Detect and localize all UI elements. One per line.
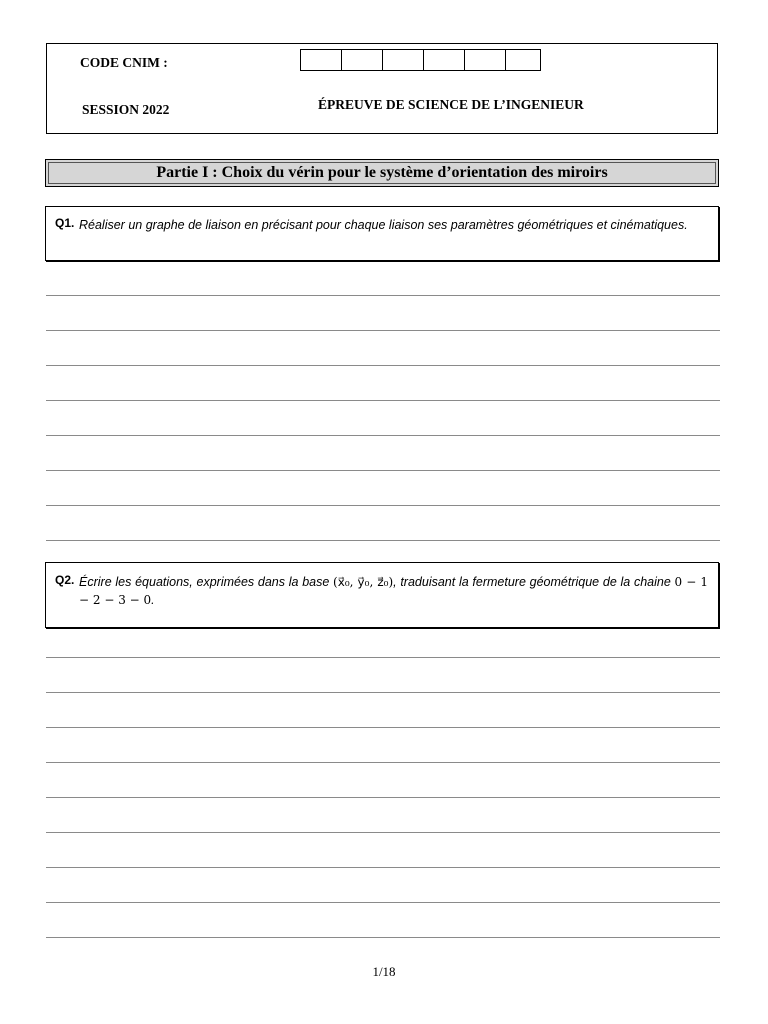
answer-line[interactable] [46,365,720,366]
answer-line[interactable] [46,937,720,938]
question-box-q2 [45,562,719,628]
code-cell[interactable] [383,50,424,70]
answer-line[interactable] [46,657,720,658]
answer-line[interactable] [46,470,720,471]
code-cell[interactable] [424,50,465,70]
question-box-q1 [45,206,719,261]
question-text-part: , traduisant la fermeture géométrique de la chaine [393,575,675,589]
question-number: Q2. [55,573,75,587]
answer-line[interactable] [46,727,720,728]
code-cnim-label: CODE CNIM : [80,55,168,70]
answer-line[interactable] [46,832,720,833]
math-chain: 0 − 1 − 2 − 3 − 0 [79,575,709,607]
epreuve-label: ÉPREUVE DE SCIENCE DE L’INGENIEUR [318,97,584,112]
question-text-part: Écrire les équations, exprimées dans la base [79,575,334,589]
answer-line[interactable] [46,867,720,868]
session-label: SESSION 2022 [82,102,170,117]
header-box [46,43,718,134]
answer-line[interactable] [46,330,720,331]
code-cell[interactable] [342,50,383,70]
question-text [79,573,708,609]
math-base-vectors: (x⃗₀, y⃗₀, z⃗₀) [333,575,394,589]
answer-line[interactable] [46,295,720,296]
code-cell[interactable] [301,50,342,70]
answer-line[interactable] [46,400,720,401]
code-cell[interactable] [465,50,506,70]
answer-line[interactable] [46,435,720,436]
code-cnim-input-boxes[interactable] [300,49,541,71]
answer-line[interactable] [46,902,720,903]
part-title: Partie I : Choix du vérin pour le système d’orientation des miroirs [45,159,719,187]
question-number: Q1. [55,216,75,230]
answer-line[interactable] [46,762,720,763]
question-text-part: . [151,593,155,607]
code-cell[interactable] [506,50,540,70]
question-text: Réaliser un graphe de liaison en précisant pour chaque liaison ses paramètres géométriques et cinématiques. [79,218,688,232]
answer-line[interactable] [46,540,720,541]
page-number: 1/18 [372,964,396,979]
answer-line[interactable] [46,505,720,506]
answer-line[interactable] [46,797,720,798]
answer-line[interactable] [46,692,720,693]
